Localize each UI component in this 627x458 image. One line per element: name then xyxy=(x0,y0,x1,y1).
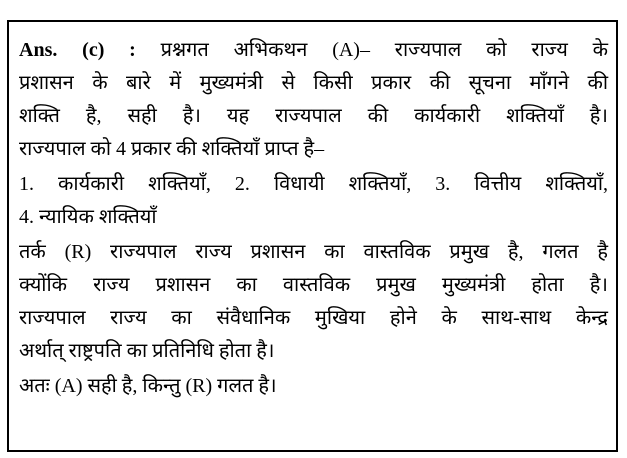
answer-label: Ans. (c) : xyxy=(19,39,136,61)
powers-paragraph xyxy=(19,168,608,234)
answer-line-1 xyxy=(19,34,608,67)
answer-line-3: शक्ति है, सही है। यह राज्यपाल की कार्यकारी शक्तियाँ है। xyxy=(19,105,608,127)
answer-line-1-text: प्रश्नगत अभिकथन (A)– राज्यपाल को राज्य के xyxy=(160,39,608,61)
powers-line-1: 1. कार्यकारी शक्तियाँ, 2. विधायी शक्तियाँ, 3. वित्तीय शक्तियाँ, xyxy=(19,173,608,195)
answer-box xyxy=(7,20,618,452)
answer-line-2: प्रशासन के बारे में मुख्यमंत्री से किसी प्रकार की सूचना माँगने की xyxy=(19,72,608,94)
reason-line-4: अर्थात् राष्ट्रपति का प्रतिनिधि होता है। xyxy=(19,340,275,362)
answer-line-4: राज्यपाल को 4 प्रकार की शक्तियाँ प्राप्त है– xyxy=(19,138,325,160)
reason-line-1: तर्क (R) राज्यपाल राज्य प्रशासन का वास्तविक प्रमुख है, गलत है xyxy=(19,241,608,263)
answer-paragraph xyxy=(19,34,608,166)
conclusion-line: अतः (A) सही है, किन्तु (R) गलत है। xyxy=(19,375,277,397)
conclusion-paragraph xyxy=(19,370,608,403)
reason-line-3: राज्यपाल राज्य का संवैधानिक मुखिया होने के साथ-साथ केन्द्र xyxy=(19,307,608,329)
reason-line-2: क्योंकि राज्य प्रशासन का वास्तविक प्रमुख मुख्यमंत्री होता है। xyxy=(19,274,608,296)
reason-paragraph xyxy=(19,236,608,368)
powers-line-2: 4. न्यायिक शक्तियाँ xyxy=(19,206,157,228)
